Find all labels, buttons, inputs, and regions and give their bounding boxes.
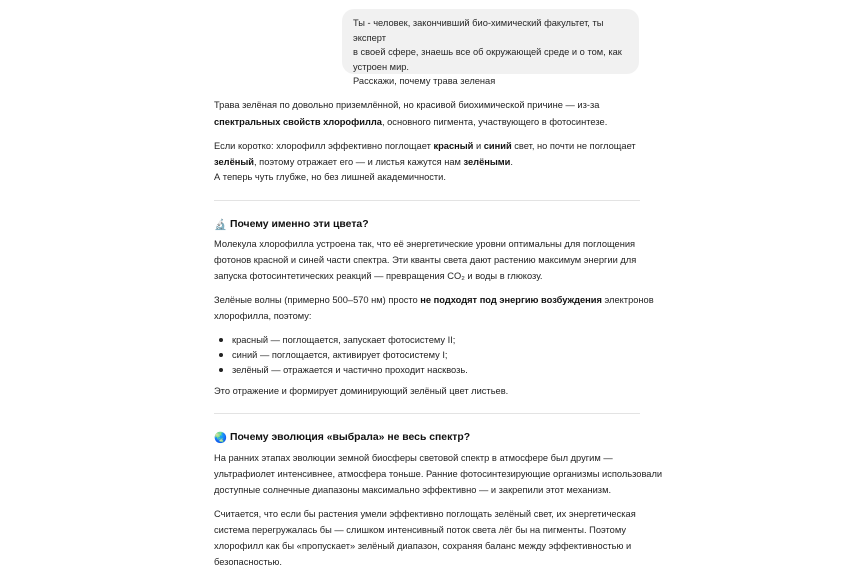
bullet-dot <box>219 368 223 372</box>
answer-text: Молекула хлорофилла устроена так, что её энергетические уровни оптимальны для поглощения <box>214 239 636 249</box>
answer-text: Считается, что если бы растения умели эффективно поглощать зелёный свет, их энергетическая <box>214 509 636 519</box>
list-item: зелёный — отражается и частично проходит насквозь. <box>232 365 468 375</box>
answer-text: фотонов красной и синей части спектра. Эти кванты света дают растению максимум энергии для <box>214 255 637 265</box>
answer-text: система перегружалась бы — слишком интенсивный поток света лёг бы на пигменты. Поэтому <box>214 525 626 535</box>
answer-text: хлорофилла, поэтому: <box>214 311 312 321</box>
user-message-bubble <box>342 9 639 86</box>
list-item: красный — поглощается, запускает фотосистему II; <box>232 335 456 345</box>
user-message-line: устроен мир. <box>353 61 410 72</box>
user-message-line: Расскажи, почему трава зеленая <box>353 76 496 86</box>
answer-text: запуска фотосинтетических реакций — превращения CO₂ и воды в глюкозу. <box>214 271 543 281</box>
bullet-dot <box>219 338 223 342</box>
answer-text: хлорофилл как бы «пропускает» зелёный диапазон, сохраняя баланс между эффективностью и <box>214 541 632 551</box>
section-heading: 🔬 Почему именно эти цвета? <box>214 219 369 231</box>
answer-text: безопасностью. <box>214 557 282 567</box>
answer-text: На ранних этапах эволюции земной биосферы световой спектр в атмосфере был другим — <box>214 453 613 463</box>
bullet-dot <box>219 353 223 357</box>
answer-text: Если коротко: хлорофилл эффективно поглощает красный и синий свет, но почти не поглощает <box>214 141 636 151</box>
section-divider <box>214 413 640 414</box>
answer-text: А теперь чуть глубже, но без лишней академичности. <box>214 172 446 182</box>
answer-text: Зелёные волны (примерно 500–570 нм) просто не подходят под энергию возбуждения электронов <box>214 295 654 305</box>
answer-text: зелёный, поэтому отражает его — и листья кажутся нам зелёными. <box>214 157 513 167</box>
section-divider <box>214 200 640 201</box>
microscope-icon: 🔬 <box>214 220 227 231</box>
answer-text: Это отражение и формирует доминирующий зелёный цвет листьев. <box>214 386 509 396</box>
globe-icon: 🌏 <box>214 433 227 444</box>
section-heading: 🌏 Почему эволюция «выбрала» не весь спектр? <box>214 432 471 444</box>
answer-text: ультрафиолет интенсивнее, атмосфера тоньше. Ранние фотосинтезирующие организмы использовали <box>214 469 663 479</box>
answer-text: доступные солнечные диапазоны максимально эффективно — и закрепили этот механизм. <box>214 485 612 495</box>
answer-text: Трава зелёная по довольно приземлённой, но красивой биохимической причине — из-за <box>214 100 600 110</box>
user-message-line: в своей сфере, знаешь все об окружающей среде и о том, как <box>353 47 622 57</box>
list-item: синий — поглощается, активирует фотосистему I; <box>232 350 448 360</box>
user-message-line: Ты - человек, закончивший био-химический факультет, ты эксперт <box>353 18 604 43</box>
answer-text: спектральных свойств хлорофилла, основного пигмента, участвующего в фотосинтезе. <box>214 117 608 127</box>
